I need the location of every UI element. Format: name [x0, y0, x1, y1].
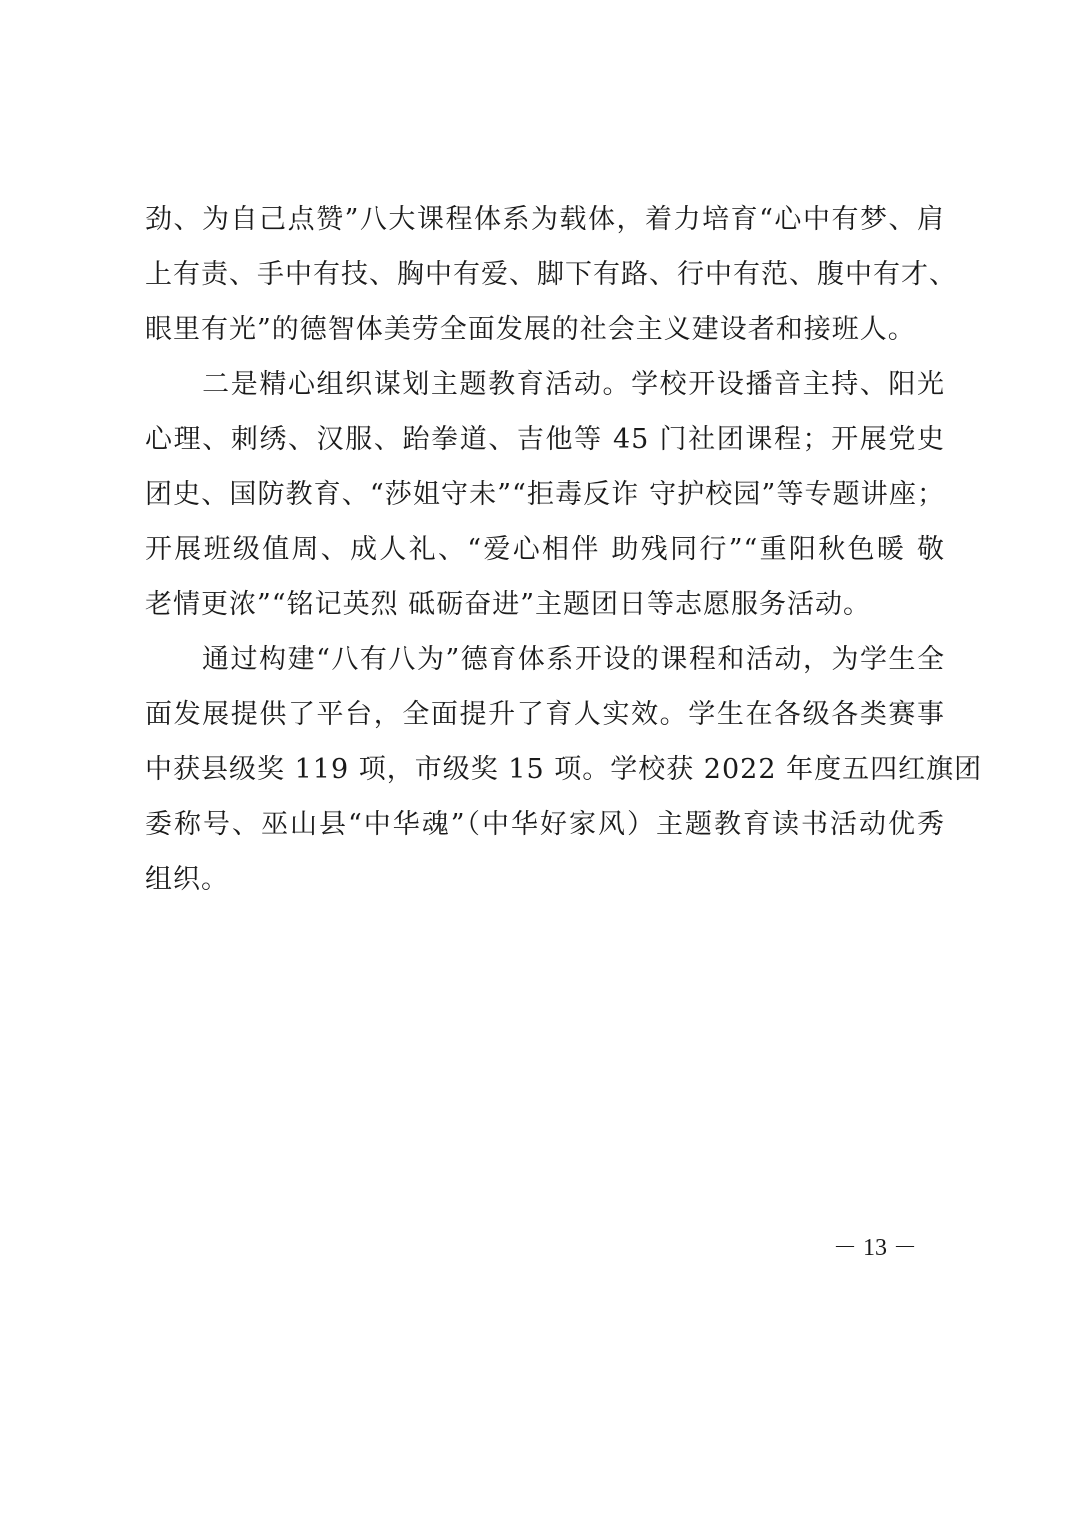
text-line-3: 眼里有光”的德智体美劳全面发展的社会主义建设者和接班人。 — [145, 314, 916, 345]
text-line-1: 劲、为自己点赞”八大课程体系为载体，着力培育“心中有梦、肩 — [145, 204, 945, 235]
text-line-4: 二是精心组织谋划主题教育活动。学校开设播音主持、阳光 — [145, 369, 945, 400]
text-line-8: 老情更浓”“铭记英烈 砥砺奋进”主题团日等志愿服务活动。 — [145, 589, 871, 620]
text-line-11: 中获县级奖 119 项，市级奖 15 项。学校获 2022 年度五四红旗团 — [145, 754, 983, 785]
text-line-12: 委称号、巫山县“中华魂”（中华好家风）主题教育读书活动优秀 — [145, 809, 945, 840]
body-text — [145, 192, 983, 907]
text-line-9: 通过构建“八有八为”德育体系开设的课程和活动，为学生全 — [145, 644, 945, 675]
page-number: － 13 － — [833, 1235, 917, 1261]
text-line-10: 面发展提供了平台，全面提升了育人实效。学生在各级各类赛事 — [145, 699, 945, 730]
text-line-2: 上有责、手中有技、胸中有爱、脚下有路、行中有范、腹中有才、 — [145, 259, 957, 290]
text-line-5: 心理、刺绣、汉服、跆拳道、吉他等 45 门社团课程；开展党史 — [145, 424, 945, 455]
text-line-13: 组织。 — [145, 864, 229, 895]
text-line-7: 开展班级值周、成人礼、“爱心相伴 助残同行”“重阳秋色暖 敬 — [145, 534, 945, 565]
text-line-6: 团史、国防教育、“莎姐守未”“拒毒反诈 守护校园”等专题讲座； — [145, 479, 945, 510]
